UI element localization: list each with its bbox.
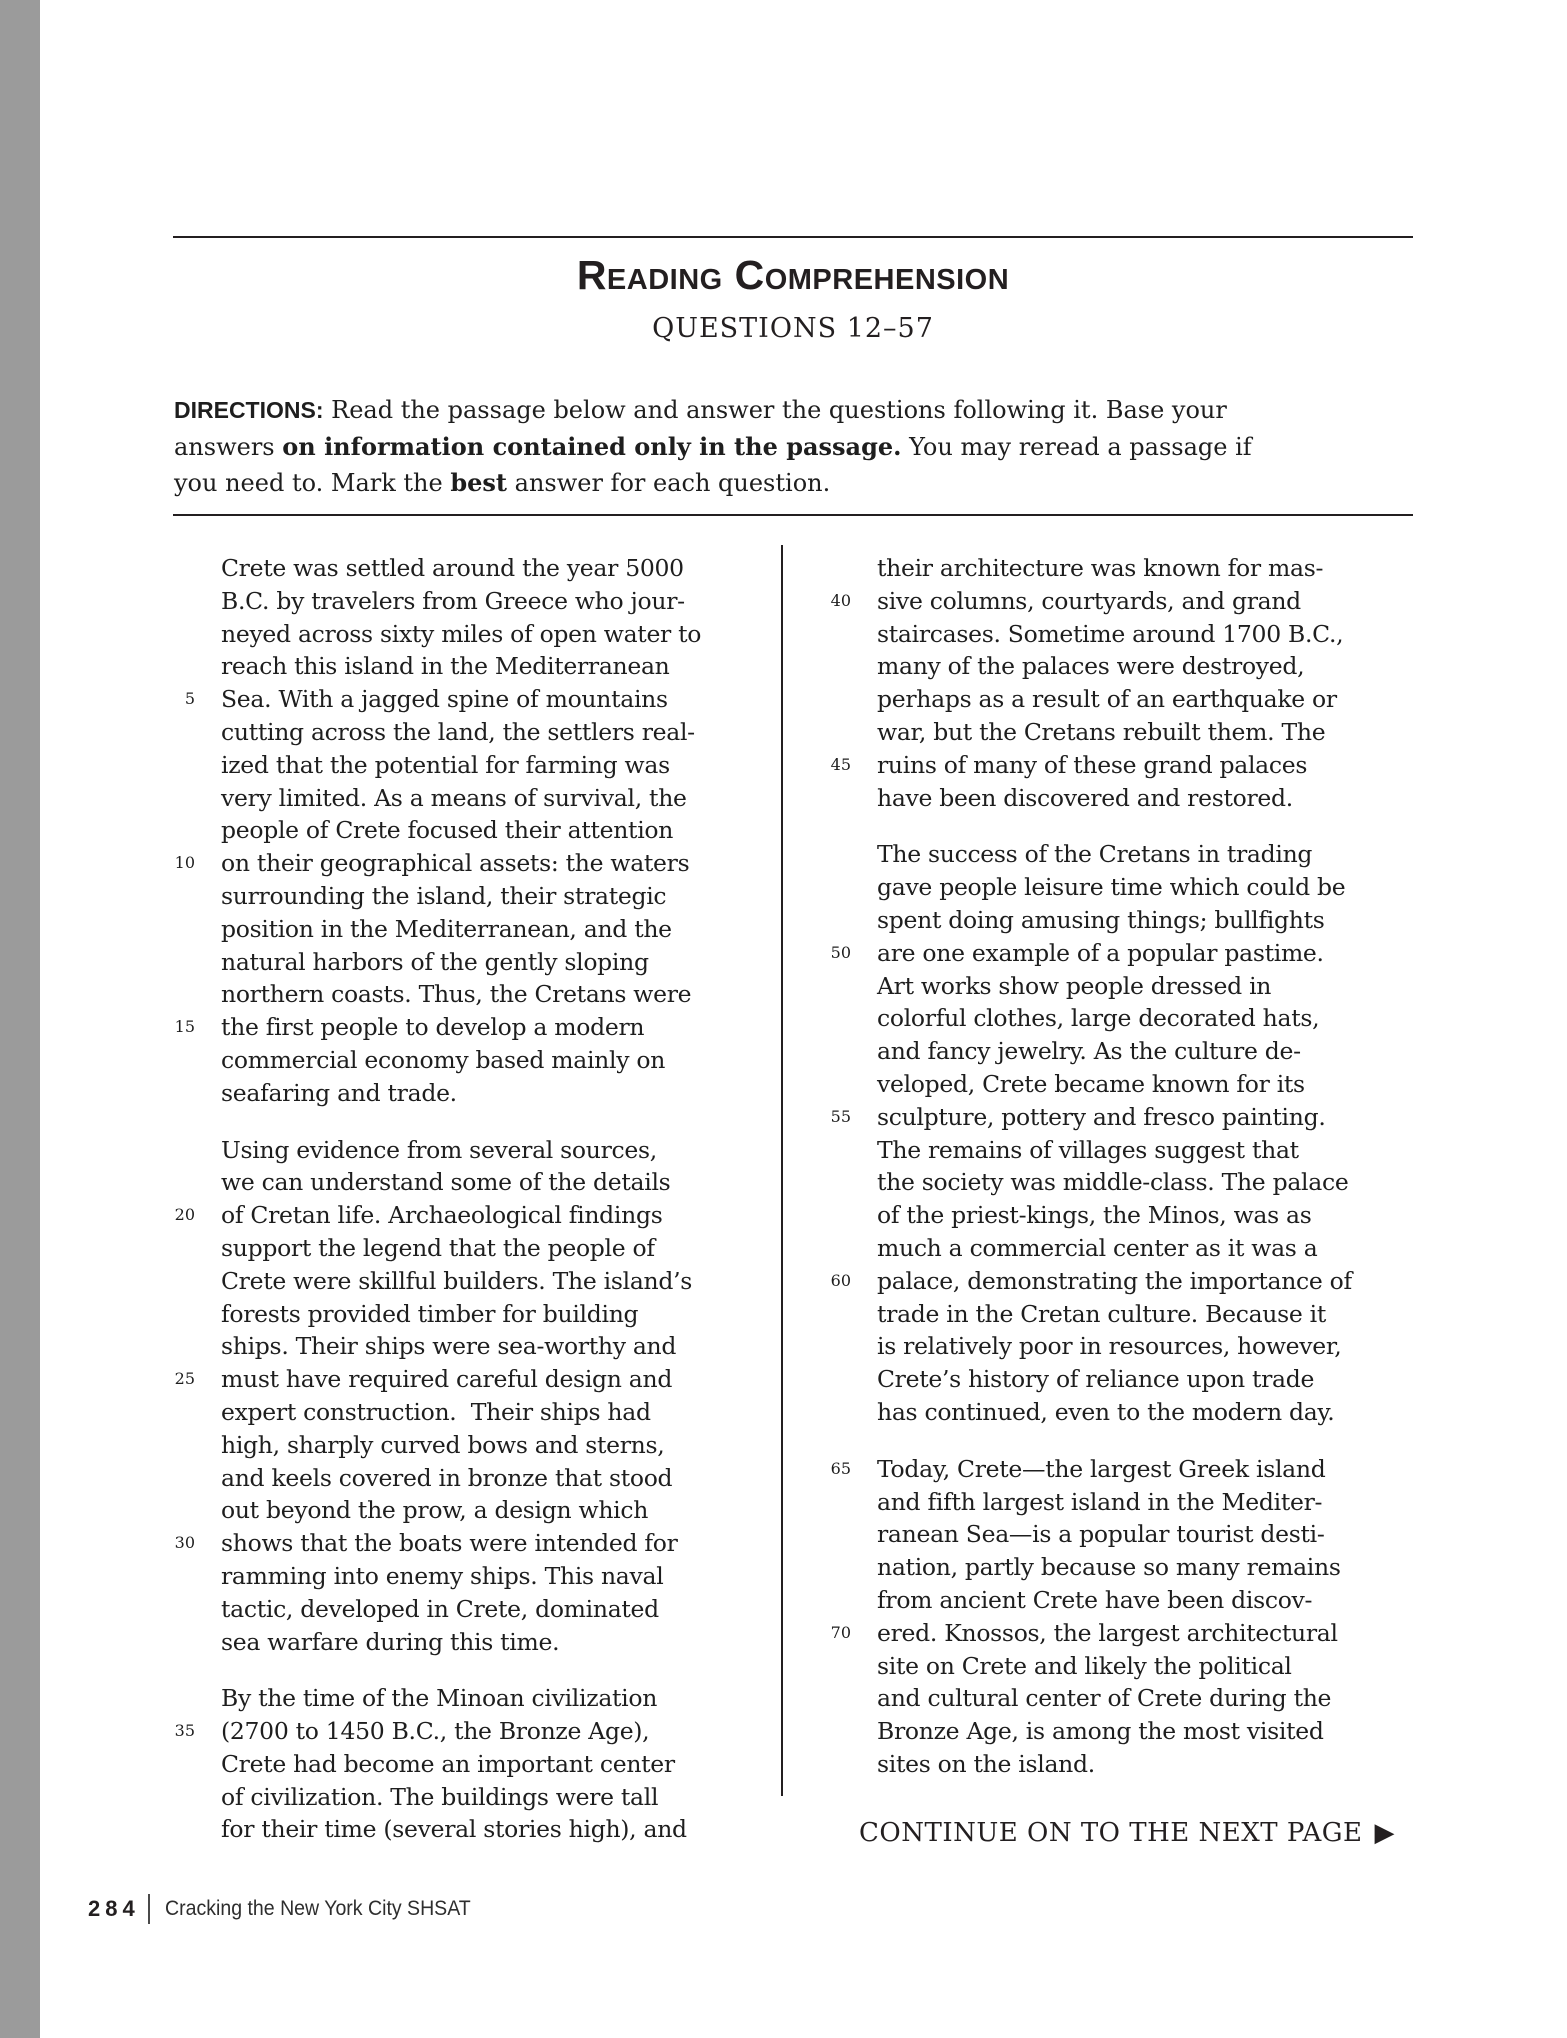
line-number bbox=[823, 1330, 851, 1363]
passage-line bbox=[823, 1232, 1352, 1265]
passage-line-text: war, but the Cretans rebuilt them. The bbox=[877, 717, 1326, 746]
directions-text-bold-2: best bbox=[450, 468, 507, 497]
passage-line bbox=[167, 1199, 701, 1232]
line-number: 60 bbox=[830, 1270, 851, 1290]
line-number bbox=[167, 1232, 195, 1265]
passage-line-text: (2700 to 1450 B.C., the Bronze Age), bbox=[221, 1717, 650, 1746]
line-number bbox=[167, 1166, 195, 1199]
passage-line bbox=[823, 552, 1352, 585]
section-subtitle: QUESTIONS 12–57 bbox=[652, 313, 934, 344]
passage-paragraph bbox=[167, 1134, 701, 1659]
line-number bbox=[823, 618, 851, 651]
passage-paragraph bbox=[167, 1682, 701, 1846]
passage-line bbox=[167, 978, 701, 1011]
passage-line bbox=[823, 716, 1352, 749]
passage-line bbox=[823, 585, 1352, 618]
passage-line-text: sive columns, courtyards, and grand bbox=[877, 586, 1301, 615]
line-number: 25 bbox=[174, 1369, 195, 1389]
directions-text-1: Read the passage below and answer the questions following it. Base your answers bbox=[174, 396, 1227, 461]
passage-line bbox=[823, 1002, 1352, 1035]
passage-line-text: By the time of the Minoan civilization bbox=[221, 1684, 658, 1713]
passage-line-text: B.C. by travelers from Greece who jour- bbox=[221, 586, 685, 615]
passage-line bbox=[167, 552, 701, 585]
passage-line-text: perhaps as a result of an earthquake or bbox=[877, 685, 1337, 714]
passage-line bbox=[823, 683, 1352, 716]
line-number bbox=[823, 1396, 851, 1429]
line-number bbox=[823, 1035, 851, 1068]
passage-line-text: seafaring and trade. bbox=[221, 1078, 457, 1107]
passage-line-text: from ancient Crete have been discov- bbox=[877, 1585, 1313, 1614]
line-number bbox=[167, 782, 195, 815]
line-number bbox=[167, 978, 195, 1011]
passage-line bbox=[167, 1265, 701, 1298]
line-number bbox=[823, 1232, 851, 1265]
line-number bbox=[167, 1682, 195, 1715]
passage-paragraph bbox=[823, 552, 1352, 814]
passage-line-text: the society was middle-class. The palace bbox=[877, 1168, 1349, 1197]
passage-line bbox=[823, 970, 1352, 1003]
line-number bbox=[823, 1363, 851, 1396]
passage-line-text: cutting across the land, the settlers real- bbox=[221, 717, 695, 746]
passage-line-text: nation, partly because so many remains bbox=[877, 1553, 1341, 1582]
passage-line-text: their architecture was known for mas- bbox=[877, 554, 1324, 582]
passage-line bbox=[167, 1166, 701, 1199]
passage-line bbox=[167, 1363, 701, 1396]
line-number bbox=[167, 814, 195, 847]
directions-text-2: You may reread a passage if you need to. Mark the bbox=[174, 432, 1252, 497]
line-number bbox=[167, 1298, 195, 1331]
passage-line-text: sites on the island. bbox=[877, 1749, 1095, 1778]
line-number bbox=[167, 913, 195, 946]
passage-line-text: out beyond the prow, a design which bbox=[221, 1496, 649, 1525]
passage-line bbox=[823, 1453, 1352, 1486]
passage-line bbox=[167, 1429, 701, 1462]
line-number bbox=[167, 1593, 195, 1626]
passage-line-text: many of the palaces were destroyed, bbox=[877, 652, 1305, 681]
passage-line bbox=[167, 1330, 701, 1363]
line-number bbox=[823, 1134, 851, 1167]
line-number bbox=[167, 1560, 195, 1593]
passage-line-text: The success of the Cretans in trading bbox=[877, 840, 1313, 869]
passage-line bbox=[167, 1813, 701, 1846]
passage-line bbox=[167, 880, 701, 913]
line-number bbox=[823, 1551, 851, 1584]
line-number: 10 bbox=[174, 853, 195, 873]
line-number bbox=[167, 552, 195, 585]
passage-line-text: have been discovered and restored. bbox=[877, 783, 1293, 812]
line-number bbox=[823, 1002, 851, 1035]
passage-line bbox=[167, 618, 701, 651]
line-number bbox=[823, 1166, 851, 1199]
line-number bbox=[823, 1068, 851, 1101]
passage-line-text: spent doing amusing things; bullfights bbox=[877, 905, 1325, 934]
passage-line bbox=[167, 1748, 701, 1781]
line-number bbox=[823, 683, 851, 716]
line-number bbox=[167, 1134, 195, 1167]
passage-line-text: position in the Mediterranean, and the bbox=[221, 914, 672, 943]
passage-line bbox=[823, 1330, 1352, 1363]
passage-line-text: high, sharply curved bows and sterns, bbox=[221, 1430, 665, 1459]
passage-line bbox=[823, 1134, 1352, 1167]
line-number bbox=[823, 716, 851, 749]
passage-line bbox=[167, 946, 701, 979]
passage-line-text: sea warfare during this time. bbox=[221, 1627, 560, 1656]
passage-line bbox=[823, 1101, 1352, 1134]
passage-line bbox=[823, 1396, 1352, 1429]
passage-line-text: ruins of many of these grand palaces bbox=[877, 750, 1308, 779]
passage-line-text: on their geographical assets: the waters bbox=[221, 849, 690, 878]
line-number: 50 bbox=[830, 942, 851, 962]
passage-line-text: staircases. Sometime around 1700 B.C., bbox=[877, 619, 1344, 648]
column-divider bbox=[781, 545, 783, 1796]
passage-line-text: Crete had become an important center bbox=[221, 1749, 675, 1778]
book-title: Cracking the New York City SHSAT bbox=[164, 1897, 471, 1920]
passage-line-text: the first people to develop a modern bbox=[221, 1013, 645, 1042]
passage-line bbox=[823, 1298, 1352, 1331]
passage-line-text: very limited. As a means of survival, the bbox=[221, 783, 687, 812]
passage-line bbox=[167, 683, 701, 716]
passage-line bbox=[823, 1748, 1352, 1781]
passage-line bbox=[823, 1199, 1352, 1232]
passage-line bbox=[167, 1134, 701, 1167]
passage-line-text: ered. Knossos, the largest architectural bbox=[877, 1618, 1338, 1647]
passage-line bbox=[823, 937, 1352, 970]
line-number bbox=[823, 782, 851, 815]
passage-line-text: site on Crete and likely the political bbox=[877, 1651, 1292, 1680]
passage-line bbox=[823, 782, 1352, 815]
line-number bbox=[823, 970, 851, 1003]
passage-line-text: are one example of a popular pastime. bbox=[877, 938, 1324, 967]
passage-line bbox=[167, 1298, 701, 1331]
passage-line bbox=[167, 1781, 701, 1814]
passage-line-text: forests provided timber for building bbox=[221, 1299, 639, 1328]
passage-line bbox=[823, 904, 1352, 937]
line-number bbox=[167, 1265, 195, 1298]
passage-line-text: Crete were skillful builders. The island’s bbox=[221, 1266, 693, 1295]
passage-line bbox=[167, 1011, 701, 1044]
line-number bbox=[823, 650, 851, 683]
mid-rule bbox=[173, 514, 1413, 516]
passage-line-text: and fancy jewelry. As the culture de- bbox=[877, 1037, 1301, 1066]
passage-paragraph bbox=[167, 552, 701, 1110]
passage-line bbox=[823, 1584, 1352, 1617]
passage-line bbox=[823, 1486, 1352, 1519]
continue-note-text: CONTINUE ON TO THE NEXT PAGE bbox=[859, 1818, 1363, 1848]
footer-divider bbox=[148, 1894, 150, 1924]
line-number bbox=[167, 1330, 195, 1363]
passage-line bbox=[167, 1462, 701, 1495]
passage-line-text: must have required careful design and bbox=[221, 1365, 673, 1394]
passage-line-text: much a commercial center as it was a bbox=[877, 1233, 1318, 1262]
passage-line bbox=[167, 1077, 701, 1110]
passage-line-text: we can understand some of the details bbox=[221, 1168, 671, 1197]
passage-line bbox=[823, 1518, 1352, 1551]
line-number bbox=[167, 1813, 195, 1846]
passage-line-text: surrounding the island, their strategic bbox=[221, 881, 667, 910]
passage-paragraph bbox=[823, 1453, 1352, 1781]
passage-line bbox=[823, 618, 1352, 651]
line-number: 30 bbox=[174, 1533, 195, 1553]
passage-line bbox=[167, 1527, 701, 1560]
passage-line bbox=[167, 847, 701, 880]
passage-line bbox=[167, 585, 701, 618]
passage-line bbox=[167, 814, 701, 847]
line-number bbox=[823, 552, 851, 585]
line-number: 70 bbox=[830, 1622, 851, 1642]
directions-label: DIRECTIONS: bbox=[174, 397, 324, 423]
passage-line-text: shows that the boats were intended for bbox=[221, 1529, 678, 1558]
line-number bbox=[823, 904, 851, 937]
passage-line-text: Using evidence from several sources, bbox=[221, 1135, 657, 1164]
passage-line-text: trade in the Cretan culture. Because it bbox=[877, 1299, 1327, 1328]
passage-line-text: ramming into enemy ships. This naval bbox=[221, 1561, 664, 1590]
passage-line-text: gave people leisure time which could be bbox=[877, 873, 1346, 902]
passage-line bbox=[823, 1617, 1352, 1650]
line-number bbox=[823, 1682, 851, 1715]
top-rule bbox=[173, 236, 1413, 238]
passage-line bbox=[823, 1166, 1352, 1199]
passage-line-text: and cultural center of Crete during the bbox=[877, 1684, 1332, 1713]
line-number bbox=[167, 749, 195, 782]
passage-line-text: Today, Crete—the largest Greek island bbox=[877, 1454, 1326, 1483]
passage-line bbox=[823, 650, 1352, 683]
passage-line bbox=[167, 1494, 701, 1527]
passage-line-text: Crete’s history of reliance upon trade bbox=[877, 1365, 1315, 1394]
passage-line-text: for their time (several stories high), and bbox=[221, 1815, 687, 1844]
passage-paragraph bbox=[823, 838, 1352, 1428]
passage-line bbox=[823, 1035, 1352, 1068]
passage-line bbox=[823, 1265, 1352, 1298]
passage-line-text: of Cretan life. Archaeological findings bbox=[221, 1201, 663, 1230]
line-number bbox=[167, 1781, 195, 1814]
passage-line-text: reach this island in the Mediterranean bbox=[221, 652, 670, 681]
line-number: 20 bbox=[174, 1205, 195, 1225]
passage-line bbox=[167, 1593, 701, 1626]
passage-line-text: tactic, developed in Crete, dominated bbox=[221, 1594, 659, 1623]
passage-line-text: and fifth largest island in the Mediter- bbox=[877, 1487, 1323, 1516]
passage-line-text: expert construction. Their ships had bbox=[221, 1397, 651, 1426]
passage-line bbox=[823, 1715, 1352, 1748]
passage-line bbox=[823, 1650, 1352, 1683]
line-number bbox=[167, 1077, 195, 1110]
passage-line bbox=[167, 1396, 701, 1429]
line-number: 5 bbox=[184, 689, 195, 709]
passage-line-text: commercial economy based mainly on bbox=[221, 1045, 666, 1074]
passage-line-text: neyed across sixty miles of open water to bbox=[221, 619, 702, 648]
line-number bbox=[167, 946, 195, 979]
passage-line-text: veloped, Crete became known for its bbox=[877, 1069, 1305, 1098]
section-title: Reading Comprehension bbox=[576, 252, 1010, 298]
passage-line bbox=[167, 716, 701, 749]
line-number bbox=[167, 1494, 195, 1527]
passage-line-text: of the priest-kings, the Minos, was as bbox=[877, 1201, 1312, 1230]
next-page-icon: ▶ bbox=[1374, 1818, 1395, 1848]
passage-line bbox=[167, 1626, 701, 1659]
line-number bbox=[167, 650, 195, 683]
passage-line bbox=[167, 749, 701, 782]
passage-line bbox=[167, 1044, 701, 1077]
line-number bbox=[167, 1462, 195, 1495]
line-number: 45 bbox=[830, 754, 851, 774]
passage-line bbox=[823, 1682, 1352, 1715]
line-number bbox=[823, 1715, 851, 1748]
line-number bbox=[167, 1626, 195, 1659]
passage-line bbox=[167, 1232, 701, 1265]
line-number bbox=[823, 1486, 851, 1519]
passage-right-column bbox=[823, 552, 1352, 1781]
line-number bbox=[823, 1518, 851, 1551]
line-number: 40 bbox=[830, 590, 851, 610]
passage-line-text: Art works show people dressed in bbox=[877, 971, 1272, 1000]
line-number bbox=[823, 1584, 851, 1617]
line-number bbox=[167, 1396, 195, 1429]
passage-line bbox=[823, 838, 1352, 871]
line-number bbox=[823, 1298, 851, 1331]
line-number bbox=[167, 716, 195, 749]
line-number bbox=[823, 838, 851, 871]
line-number bbox=[823, 1199, 851, 1232]
line-number bbox=[167, 880, 195, 913]
passage-line-text: ranean Sea—is a popular tourist desti- bbox=[877, 1520, 1325, 1549]
passage-line bbox=[823, 1363, 1352, 1396]
line-number bbox=[167, 618, 195, 651]
line-number bbox=[167, 1429, 195, 1462]
passage-line-text: Bronze Age, is among the most visited bbox=[877, 1717, 1324, 1746]
passage-line bbox=[823, 871, 1352, 904]
passage-line-text: The remains of villages suggest that bbox=[877, 1135, 1299, 1164]
line-number: 65 bbox=[830, 1458, 851, 1478]
page-footer bbox=[88, 1894, 493, 1924]
passage-line-text: northern coasts. Thus, the Cretans were bbox=[221, 980, 692, 1009]
line-number: 35 bbox=[174, 1721, 195, 1741]
passage-line-text: Crete was settled around the year 5000 bbox=[221, 554, 684, 582]
passage-line bbox=[167, 782, 701, 815]
passage-line-text: sculpture, pottery and fresco painting. bbox=[877, 1102, 1326, 1131]
passage-line bbox=[823, 749, 1352, 782]
directions bbox=[174, 393, 1299, 502]
passage-line bbox=[167, 1560, 701, 1593]
directions-text-3: answer for each question. bbox=[507, 469, 831, 497]
passage-line-text: Sea. With a jagged spine of mountains bbox=[221, 685, 668, 714]
line-number: 15 bbox=[174, 1017, 195, 1037]
line-number bbox=[823, 1650, 851, 1683]
passage-line-text: has continued, even to the modern day. bbox=[877, 1397, 1335, 1426]
passage-line bbox=[823, 1068, 1352, 1101]
passage-line bbox=[167, 913, 701, 946]
passage-line-text: colorful clothes, large decorated hats, bbox=[877, 1004, 1320, 1033]
passage-line-text: is relatively poor in resources, however, bbox=[877, 1332, 1342, 1361]
passage-line bbox=[823, 1551, 1352, 1584]
directions-text-bold-1: on information contained only in the passage. bbox=[282, 431, 902, 461]
line-number bbox=[167, 585, 195, 618]
passage-line-text: people of Crete focused their attention bbox=[221, 816, 674, 845]
line-number bbox=[823, 1748, 851, 1781]
passage-left-column bbox=[167, 552, 701, 1846]
line-number: 55 bbox=[830, 1106, 851, 1126]
line-number bbox=[167, 1748, 195, 1781]
passage-line bbox=[167, 650, 701, 683]
passage-line bbox=[167, 1715, 701, 1748]
passage-line-text: ships. Their ships were sea-worthy and bbox=[221, 1332, 677, 1361]
continue-note bbox=[823, 1818, 1395, 1848]
passage-line-text: natural harbors of the gently sloping bbox=[221, 947, 649, 976]
passage-line-text: support the legend that the people of bbox=[221, 1233, 655, 1262]
passage-line-text: ized that the potential for farming was bbox=[221, 750, 670, 779]
passage-line-text: of civilization. The buildings were tall bbox=[221, 1782, 659, 1811]
line-number bbox=[167, 1044, 195, 1077]
line-number bbox=[823, 871, 851, 904]
passage-line-text: palace, demonstrating the importance of bbox=[877, 1266, 1352, 1295]
page-edge-stripe bbox=[0, 0, 40, 2038]
passage-line-text: and keels covered in bronze that stood bbox=[221, 1463, 673, 1492]
passage-line bbox=[167, 1682, 701, 1715]
page-number: 284 bbox=[88, 1896, 140, 1921]
